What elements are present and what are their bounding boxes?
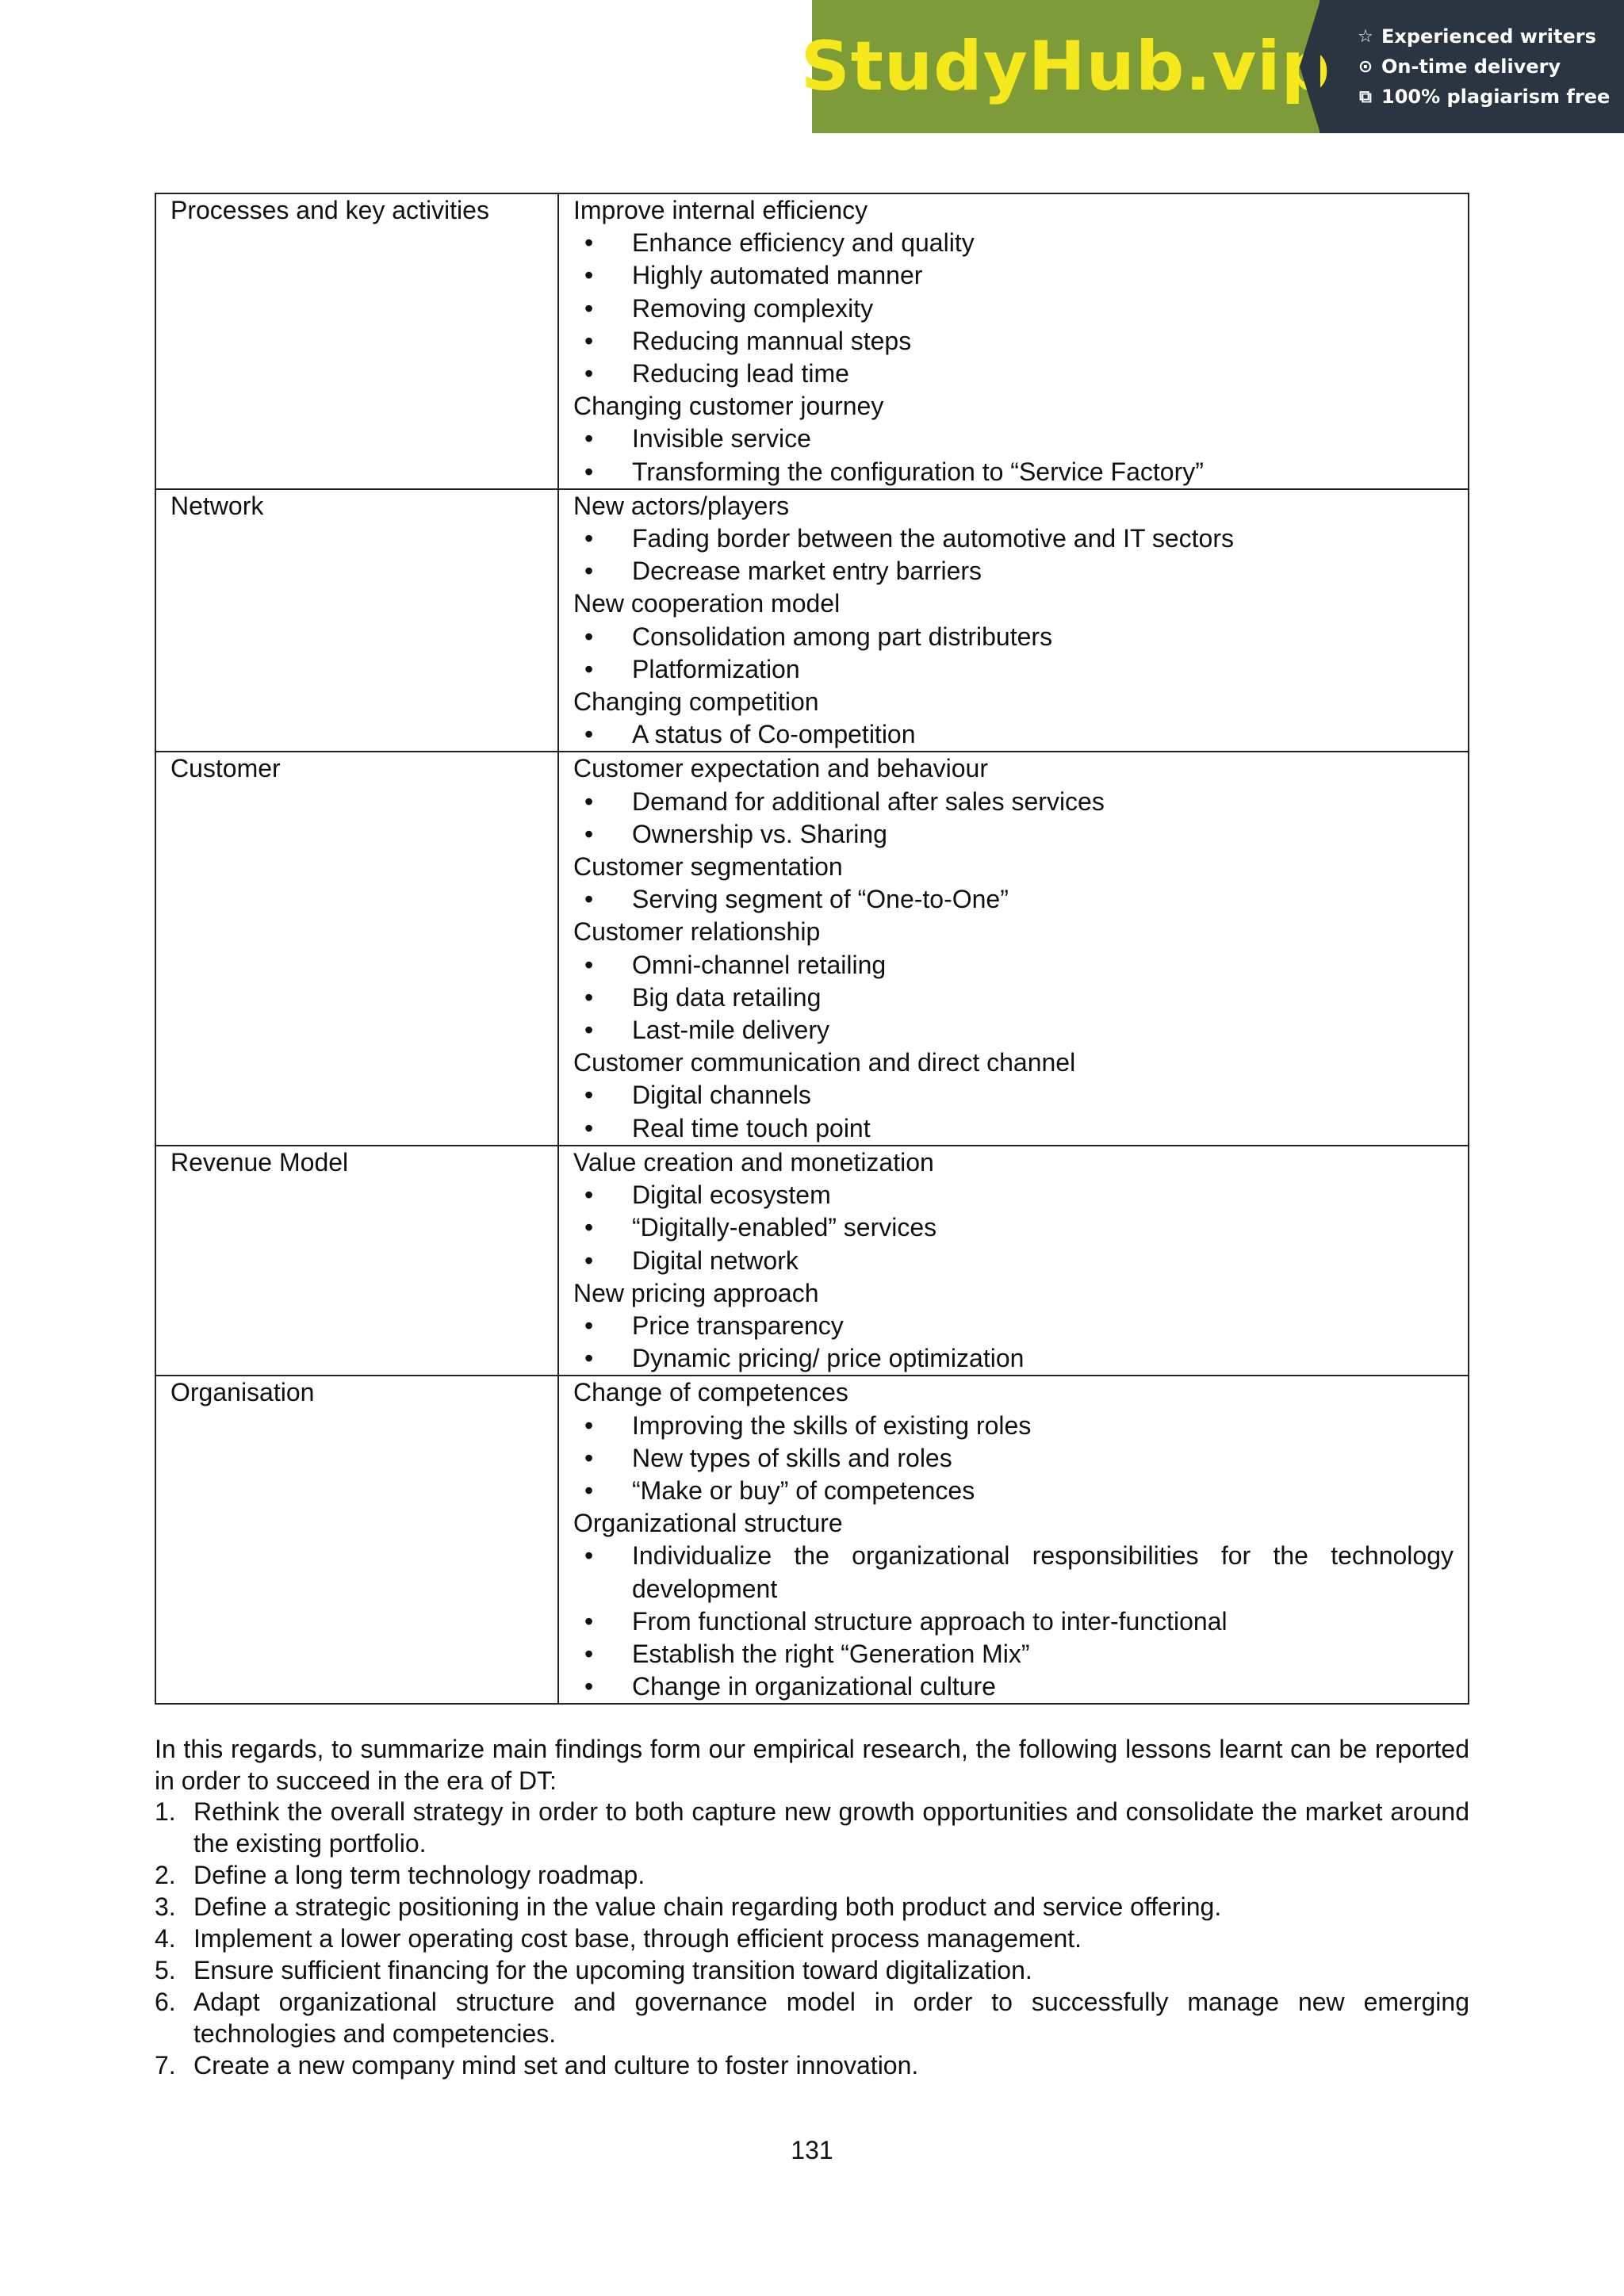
details-cell bbox=[558, 752, 1469, 1145]
list-item: • New types of skills and roles bbox=[573, 1442, 1454, 1475]
lesson-text: Define a strategic positioning in the value chain regarding both product and service offering. bbox=[193, 1892, 1222, 1921]
list-item: • Real time touch point bbox=[573, 1112, 1454, 1145]
table-row bbox=[155, 1376, 1469, 1704]
table-row bbox=[155, 752, 1469, 1145]
studyhub-banner[interactable] bbox=[800, 0, 1624, 133]
table-row bbox=[155, 193, 1469, 489]
category-cell bbox=[155, 752, 558, 1145]
lesson-number: 1. bbox=[155, 1797, 176, 1826]
digital-transformation-table bbox=[155, 193, 1469, 1705]
feature-label: On-time delivery bbox=[1381, 55, 1561, 78]
category-cell bbox=[155, 489, 558, 752]
lesson-text: Adapt organizational structure and governance model in order to successfully manage new emerging technologies and competencies. bbox=[193, 1988, 1469, 2048]
bullet-list bbox=[573, 786, 1454, 851]
feature-experienced-writers bbox=[1356, 25, 1624, 48]
lesson-item bbox=[155, 1954, 1469, 1986]
lesson-text: Define a long term technology roadmap. bbox=[193, 1861, 645, 1889]
group-title: Customer communication and direct channel bbox=[573, 1048, 1076, 1077]
list-item: • Serving segment of “One-to-One” bbox=[573, 883, 1454, 916]
bullet-list bbox=[573, 621, 1454, 686]
bullet-list bbox=[573, 1179, 1454, 1277]
lessons-list bbox=[155, 1796, 1469, 2081]
list-item: • Price transparency bbox=[573, 1310, 1454, 1342]
list-item: • Reducing lead time bbox=[573, 358, 1454, 390]
list-item: • Improving the skills of existing roles bbox=[573, 1410, 1454, 1442]
feature-label: 100% plagiarism free bbox=[1381, 86, 1611, 108]
bullet-list bbox=[573, 1410, 1454, 1508]
brand-logo: StudyHub.vip bbox=[800, 27, 1331, 106]
bullet-list bbox=[573, 883, 1454, 916]
list-item: • Individualize the organizational responsibilities for the technology development bbox=[573, 1540, 1454, 1605]
group-title: Organizational structure bbox=[573, 1509, 843, 1538]
list-item: • Big data retailing bbox=[573, 982, 1454, 1014]
group-title: New actors/players bbox=[573, 491, 790, 520]
category-label: Organisation bbox=[170, 1378, 315, 1407]
clock-icon: ⊙ bbox=[1358, 56, 1373, 77]
lesson-item bbox=[155, 1796, 1469, 1859]
table-row bbox=[155, 489, 1469, 752]
list-item: • Platformization bbox=[573, 653, 1454, 686]
list-item: • Establish the right “Generation Mix” bbox=[573, 1638, 1454, 1670]
lesson-number: 7. bbox=[155, 2051, 176, 2080]
page-number: 131 bbox=[791, 2136, 833, 2164]
list-item: • Digital ecosystem bbox=[573, 1179, 1454, 1211]
feature-label: Experienced writers bbox=[1381, 25, 1596, 48]
list-item: • Ownership vs. Sharing bbox=[573, 818, 1454, 851]
list-item: • “Digitally-enabled” services bbox=[573, 1211, 1454, 1244]
list-item: • Dynamic pricing/ price optimization bbox=[573, 1342, 1454, 1375]
group-title: Change of competences bbox=[573, 1378, 848, 1407]
copy-icon: ⧉ bbox=[1359, 86, 1372, 107]
category-label: Customer bbox=[170, 754, 281, 783]
list-item: • Demand for additional after sales services bbox=[573, 786, 1454, 818]
category-label: Processes and key activities bbox=[170, 196, 489, 224]
list-item: • Transforming the configuration to “Service Factory” bbox=[573, 456, 1454, 488]
group-title: Changing customer journey bbox=[573, 392, 884, 421]
star-icon: ☆ bbox=[1358, 26, 1373, 47]
bullet-list bbox=[573, 522, 1454, 587]
category-cell bbox=[155, 1376, 558, 1704]
list-item: • Omni-channel retailing bbox=[573, 949, 1454, 982]
group-title: New pricing approach bbox=[573, 1278, 819, 1307]
details-cell bbox=[558, 193, 1469, 489]
lesson-number: 4. bbox=[155, 1924, 176, 1953]
bullet-list bbox=[573, 1079, 1454, 1144]
group-title: Changing competition bbox=[573, 687, 819, 717]
bullet-list bbox=[573, 718, 1454, 751]
list-item: • Change in organizational culture bbox=[573, 1670, 1454, 1703]
list-item: • Digital channels bbox=[573, 1079, 1454, 1112]
list-item: • Consolidation among part distributers bbox=[573, 621, 1454, 653]
bullet-list bbox=[573, 1310, 1454, 1375]
details-cell bbox=[558, 489, 1469, 752]
lesson-item bbox=[155, 2049, 1469, 2081]
list-item: • “Make or buy” of competences bbox=[573, 1475, 1454, 1507]
lesson-item bbox=[155, 1923, 1469, 1954]
category-cell bbox=[155, 1146, 558, 1376]
lesson-number: 3. bbox=[155, 1892, 176, 1921]
list-item: • A status of Co-ompetition bbox=[573, 718, 1454, 751]
feature-list bbox=[1320, 0, 1624, 133]
feature-on-time-delivery bbox=[1356, 55, 1624, 78]
lesson-item bbox=[155, 1891, 1469, 1923]
lesson-item bbox=[155, 1986, 1469, 2049]
brand-panel bbox=[800, 0, 1331, 133]
list-item: • Reducing mannual steps bbox=[573, 325, 1454, 358]
table-row bbox=[155, 1146, 1469, 1376]
lesson-number: 2. bbox=[155, 1861, 176, 1889]
lesson-text: Ensure sufficient financing for the upcoming transition toward digitalization. bbox=[193, 1956, 1032, 1984]
list-item: • Removing complexity bbox=[573, 293, 1454, 325]
lesson-number: 5. bbox=[155, 1956, 176, 1984]
category-label: Network bbox=[170, 491, 264, 520]
details-cell bbox=[558, 1146, 1469, 1376]
group-title: Customer expectation and behaviour bbox=[573, 754, 988, 783]
lesson-text: Create a new company mind set and culture to foster innovation. bbox=[193, 2051, 919, 2080]
details-cell bbox=[558, 1376, 1469, 1704]
category-cell bbox=[155, 193, 558, 489]
category-label: Revenue Model bbox=[170, 1147, 349, 1177]
list-item: • From functional structure approach to inter-functional bbox=[573, 1605, 1454, 1638]
lesson-text: Rethink the overall strategy in order to both capture new growth opportunities and consolidate the market around the existing portfolio. bbox=[193, 1797, 1469, 1858]
list-item: • Last-mile delivery bbox=[573, 1014, 1454, 1047]
group-title: Customer relationship bbox=[573, 917, 821, 947]
bullet-list bbox=[573, 1540, 1454, 1703]
list-item: • Decrease market entry barriers bbox=[573, 555, 1454, 587]
list-item: • Enhance efficiency and quality bbox=[573, 227, 1454, 259]
feature-plagiarism-free bbox=[1356, 86, 1624, 108]
list-item: • Invisible service bbox=[573, 423, 1454, 455]
list-item: • Digital network bbox=[573, 1245, 1454, 1277]
lesson-item bbox=[155, 1859, 1469, 1891]
list-item: • Fading border between the automotive and IT sectors bbox=[573, 522, 1454, 555]
group-title: Improve internal efficiency bbox=[573, 196, 868, 224]
bullet-list bbox=[573, 423, 1454, 488]
bullet-list bbox=[573, 949, 1454, 1047]
bullet-list bbox=[573, 227, 1454, 390]
group-title: Customer segmentation bbox=[573, 852, 843, 882]
lessons-intro: In this regards, to summarize main findings form our empirical research, the following lessons learnt can be reported in order to succeed in the era of DT: bbox=[155, 1735, 1469, 1795]
group-title: Value creation and monetization bbox=[573, 1147, 934, 1177]
lesson-text: Implement a lower operating cost base, through efficient process management. bbox=[193, 1924, 1082, 1953]
lesson-number: 6. bbox=[155, 1988, 176, 2016]
list-item: • Highly automated manner bbox=[573, 259, 1454, 292]
group-title: New cooperation model bbox=[573, 589, 841, 618]
